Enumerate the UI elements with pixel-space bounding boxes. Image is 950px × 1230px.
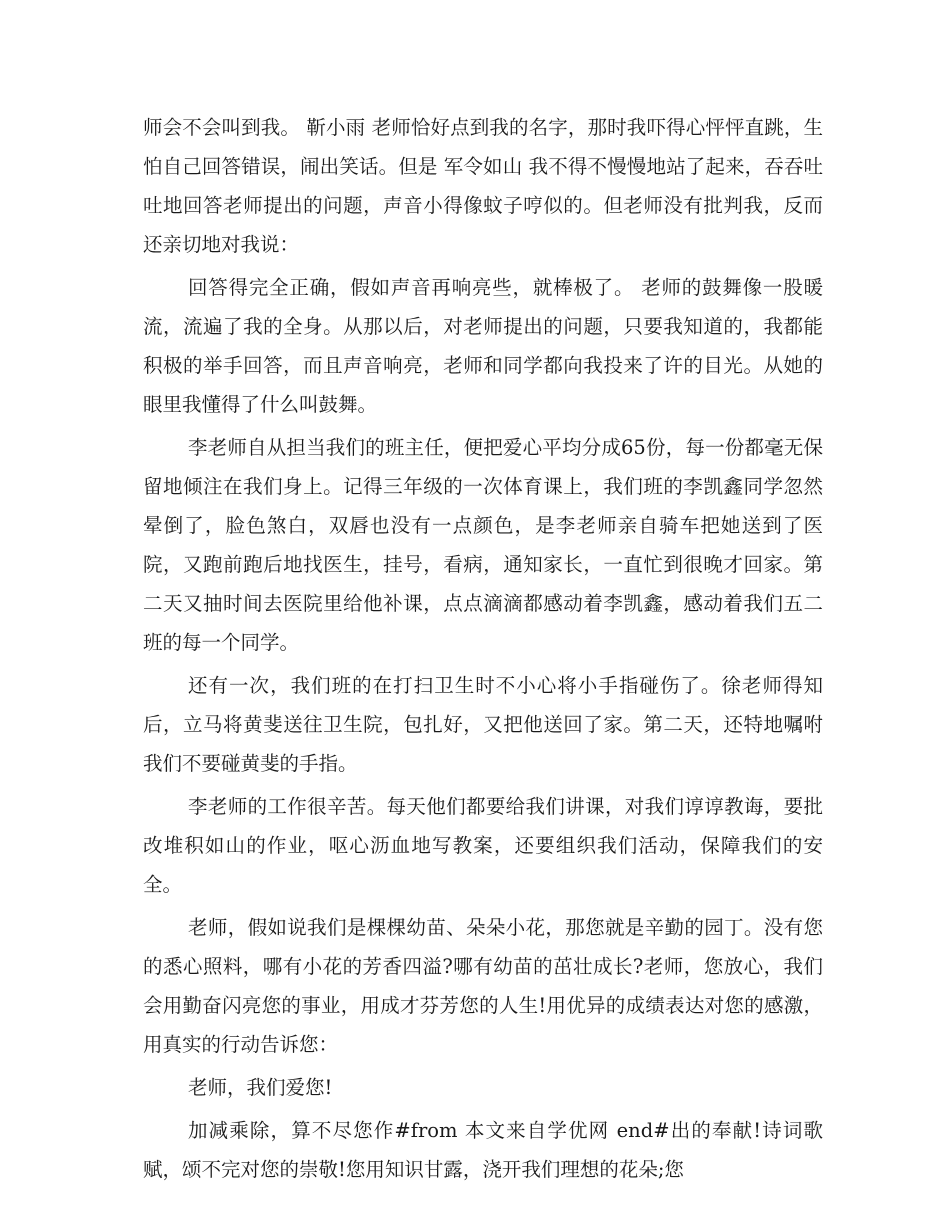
paragraph: 李老师自从担当我们的班主任，便把爱心平均分成65份，每一份都毫无保留地倾注在我们身上。记得三年级的一次体育课上，我们班的李凯鑫同学忽然晕倒了，脸色煞白，双唇也没有一点颜色，是李老师亲自骑车把她送到了医院，又跑前跑后地找医生，挂号，看病，通知家长，一直忙到很晚才回家。第二天又抽时间去医院里给他补课，点点滴滴都感动着李凯鑫，感动着我们五二班的每一个同学。 [143, 436, 823, 654]
paragraph: 老师，我们爱您! [188, 1076, 333, 1099]
paragraph: 老师，假如说我们是棵棵幼苗、朵朵小花，那您就是辛勤的园丁。没有您的悉心照料，哪有小花的芳香四溢?哪有幼苗的茁壮成长?老师，您放心，我们会用勤奋闪亮您的事业，用成才芬芳您的人生!用优异的成绩表达对您的感激，用真实的行动告诉您： [143, 916, 823, 1056]
paragraph: 加减乘除，算不尽您作#from 本文来自学优网 end#出的奉献!诗词歌赋，颂不完对您的崇敬!您用知识甘露，浇开我们理想的花朵;您 [143, 1119, 823, 1181]
document-body [143, 108, 823, 1193]
paragraph: 师会不会叫到我。 靳小雨 老师恰好点到我的名字，那时我吓得心怦怦直跳，生怕自己回答错误，闹出笑话。但是 军令如山 我不得不慢慢地站了起来，吞吞吐吐地回答老师提出的问题，声音小得像蚊子哼似的。但老师没有批判我，反而还亲切地对我说： [143, 116, 823, 256]
paragraph: 还有一次，我们班的在打扫卫生时不小心将小手指碰伤了。徐老师得知后，立马将黄斐送往卫生院，包扎好，又把他送回了家。第二天，还特地嘱咐我们不要碰黄斐的手指。 [143, 674, 823, 775]
paragraph: 李老师的工作很辛苦。每天他们都要给我们讲课，对我们谆谆教诲，要批改堆积如山的作业，呕心沥血地写教案，还要组织我们活动，保障我们的安全。 [143, 795, 823, 896]
paragraph: 回答得完全正确，假如声音再响亮些，就棒极了。 老师的鼓舞像一股暖流，流遍了我的全身。从那以后，对老师提出的问题，只要我知道的，我都能积极的举手回答，而且声音响亮，老师和同学都向我投来了许的目光。从她的眼里我懂得了什么叫鼓舞。 [143, 276, 823, 416]
